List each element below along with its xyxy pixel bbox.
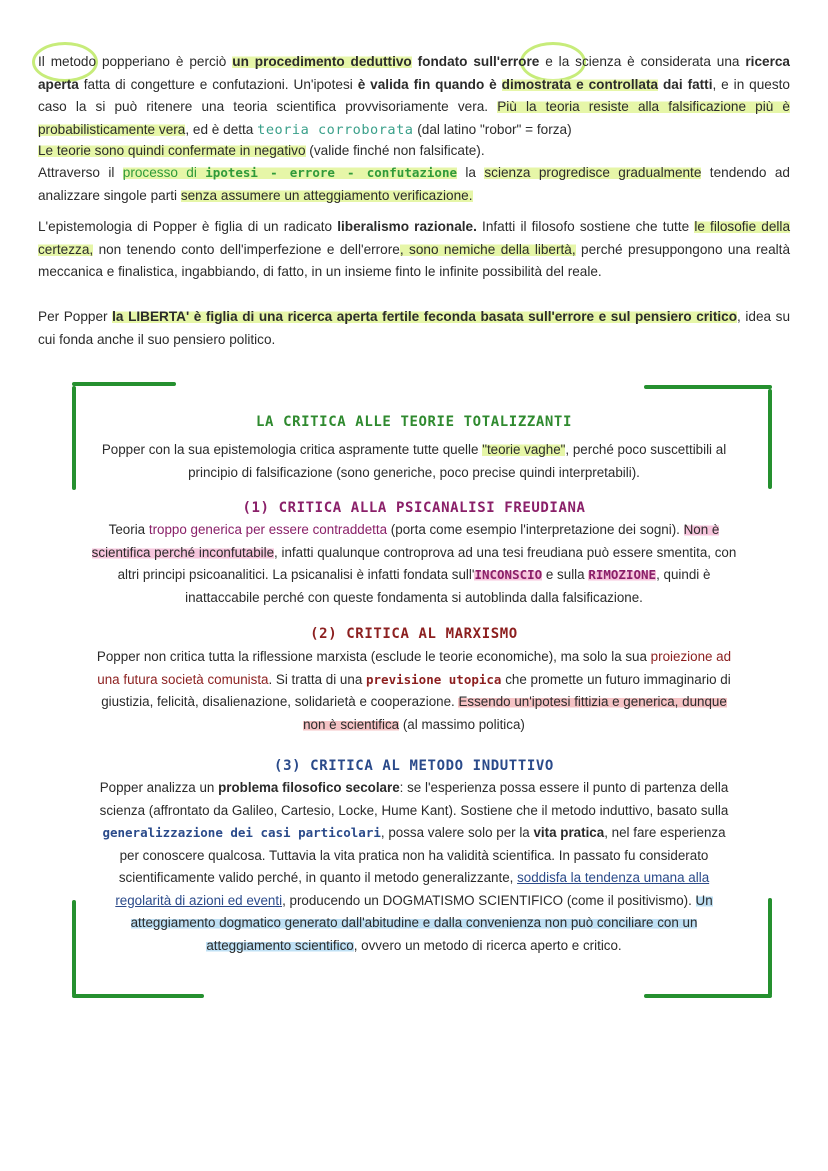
section-title-psicanalisi: (1) CRITICA ALLA PSICANALISI FREUDIANA <box>242 500 586 516</box>
text-run: RIMOZIONE <box>588 567 657 582</box>
text-run: Più la teoria resiste alla falsificazione più è probabilisticamente vera <box>38 99 790 137</box>
text-run: soddisfa la tendenza umana alla regolarità di azioni ed eventi <box>115 870 710 908</box>
text-run: vita pratica <box>533 825 605 840</box>
text-run: , ed è detta <box>185 121 258 137</box>
text-run: Le teorie sono quindi confermate in negativo <box>38 143 306 158</box>
text-run: perché presuppongono una realtà meccanica e finalistica, ingabbiando, di fatto, in un insieme finto le infinite possibilità del reale. <box>38 241 791 279</box>
text-run: senza assumere un atteggiamento verificazione. <box>180 187 473 203</box>
text-run: , quindi è inattaccabile perché con queste fondamenta si autoblinda dalla falsificazione. <box>185 567 711 605</box>
box-intro <box>100 439 728 484</box>
text-run: , possa valere solo per la <box>380 825 534 840</box>
text-run: INCONSCIO <box>474 567 543 582</box>
text-run: fondato sull'errore <box>411 54 540 69</box>
text-run: (al massimo politica) <box>399 716 525 732</box>
text-run: Infatti il filosofo sostiene che tutte <box>476 219 695 234</box>
text-run: tendendo ad analizzare singole parti <box>38 165 790 203</box>
frame-top-left <box>72 382 176 386</box>
section-title-marxismo: (2) CRITICA AL MARXISMO <box>310 626 518 642</box>
text-run: generalizzazione dei casi particolari <box>102 825 381 840</box>
section-text-psicanalisi <box>90 519 738 609</box>
text-run: , infatti qualunque controprova ad una tesi freudiana può essere smentita, con altri principi psicoanalitici. La psicanalisi è infatti fondata sull' <box>117 544 737 582</box>
text-run: scienza progredisce gradualmente <box>484 165 702 180</box>
text-run: dimostrata e controllata <box>501 76 659 92</box>
text-run: teoria corroborata <box>257 121 414 138</box>
text-run: Popper non critica tutta la riflessione marxista (esclude le teorie economiche), ma solo la sua <box>96 649 651 664</box>
text-run: processo di <box>122 165 206 180</box>
paragraph-metodo <box>38 51 790 141</box>
text-run: non tenendo conto dell'imperfezione e dell'errore <box>93 241 400 257</box>
frame-left-lower <box>72 900 76 996</box>
text-run: un procedimento deduttivo <box>232 54 412 69</box>
text-run: problema filosofico secolare <box>218 780 400 795</box>
text-run: ricerca aperta <box>38 54 790 92</box>
text-run: Popper analizza un <box>99 780 219 795</box>
text-run: è valida fin quando è <box>357 76 502 92</box>
text-run: previsione utopica <box>366 671 502 687</box>
text-run: la <box>457 165 485 180</box>
text-run: dai fatti <box>658 76 713 92</box>
text-run: Teoria <box>108 522 149 537</box>
paragraph-liberta <box>38 306 790 351</box>
section-text-marxismo <box>96 646 732 736</box>
frame-left-upper <box>72 386 76 490</box>
text-run: Un atteggiamento dogmatico generato dall'abitudine e dalla convenienza non può conciliare con un atteggiamento scientifico <box>130 892 713 953</box>
text-run: (valide finché non falsificate). <box>305 143 485 158</box>
text-run: fatta di congetture e confutazioni. Un'ipotesi <box>78 76 358 92</box>
text-run: le filosofie della certezza, <box>38 219 791 257</box>
text-run: L'epistemologia di Popper è figlia di un radicato <box>38 219 338 234</box>
text-run: . Si tratta di una <box>268 671 366 687</box>
text-run: : se l'esperienza possa essere il punto di partenza della scienza (affrontato da Galileo, Cartesio, Locke, Hume Kant). Sostiene che il metodo induttivo, basato sulla <box>99 780 729 818</box>
frame-right-lower <box>768 898 772 996</box>
paragraph-processo <box>38 162 790 207</box>
text-run: (dal latino "robor" = forza) <box>413 121 572 137</box>
text-run: , perché poco suscettibili al principio di falsificazione (sono generiche, poco precise quindi interpretabili). <box>188 442 727 480</box>
text-run: Essendo un'ipotesi fittizia e generica, dunque non è scientifica <box>303 694 727 732</box>
text-run: la LIBERTA' è figlia di una ricerca aperta fertile feconda basata sull'errore e sul pensiero critico <box>112 309 738 324</box>
section-text-induttivo <box>94 777 734 957</box>
section-title-induttivo: (3) CRITICA AL METODO INDUTTIVO <box>274 758 554 774</box>
frame-right-upper <box>768 389 772 489</box>
text-run: proiezione ad una futura società comunista <box>97 649 732 687</box>
text-run: liberalismo razionale. <box>337 219 477 234</box>
text-run: Popper con la sua epistemologia critica aspramente tutte quelle <box>101 442 483 457</box>
frame-top-right <box>644 385 772 389</box>
text-run: , e in questo caso la si può ritenere una teoria scientifica provvisoriamente vera. <box>38 76 790 114</box>
text-run: , idea su cui fonda anche il suo pensiero politico. <box>38 309 791 347</box>
text-run: Per Popper <box>38 309 113 324</box>
text-run: Il metodo popperiano è perciò <box>38 54 233 69</box>
box-title: LA CRITICA ALLE TEORIE TOTALIZZANTI <box>255 414 572 430</box>
paragraph-teorie-negativo <box>38 140 790 163</box>
text-run: (porta come esempio l'interpretazione dei sogni). <box>387 522 684 537</box>
text-run: , nel fare esperienza per conoscere qualcosa. Tuttavia la vita pratica non ha validità scientifica. In passato fu considerato scientificamente valido perché, in quanto il metodo generalizzante, <box>118 825 726 885</box>
frame-bottom-right <box>644 994 772 998</box>
text-run: , ovvero un metodo di ricerca aperto e critico. <box>353 937 622 953</box>
text-run: , sono nemiche della libertà, <box>399 241 576 257</box>
text-run: e sulla <box>542 567 589 582</box>
text-run: che promette un futuro immaginario di giustizia, felicità, disalienazione, solidarietà e cooperazione. <box>101 671 731 709</box>
frame-bottom-left <box>72 994 204 998</box>
text-run: "teorie vaghe" <box>482 442 566 457</box>
text-run: ipotesi - errore - confutazione <box>205 165 458 180</box>
text-run: e la scienza è considerata una <box>539 54 746 69</box>
text-run: troppo generica per essere contraddetta <box>148 522 388 537</box>
text-run: Attraverso il <box>38 165 123 180</box>
text-run: Non è scientifica perché inconfutabile <box>91 522 720 560</box>
text-run: , producendo un DOGMATISMO SCIENTIFICO (come il positivismo). <box>282 892 696 908</box>
paragraph-epistemologia <box>38 216 790 284</box>
